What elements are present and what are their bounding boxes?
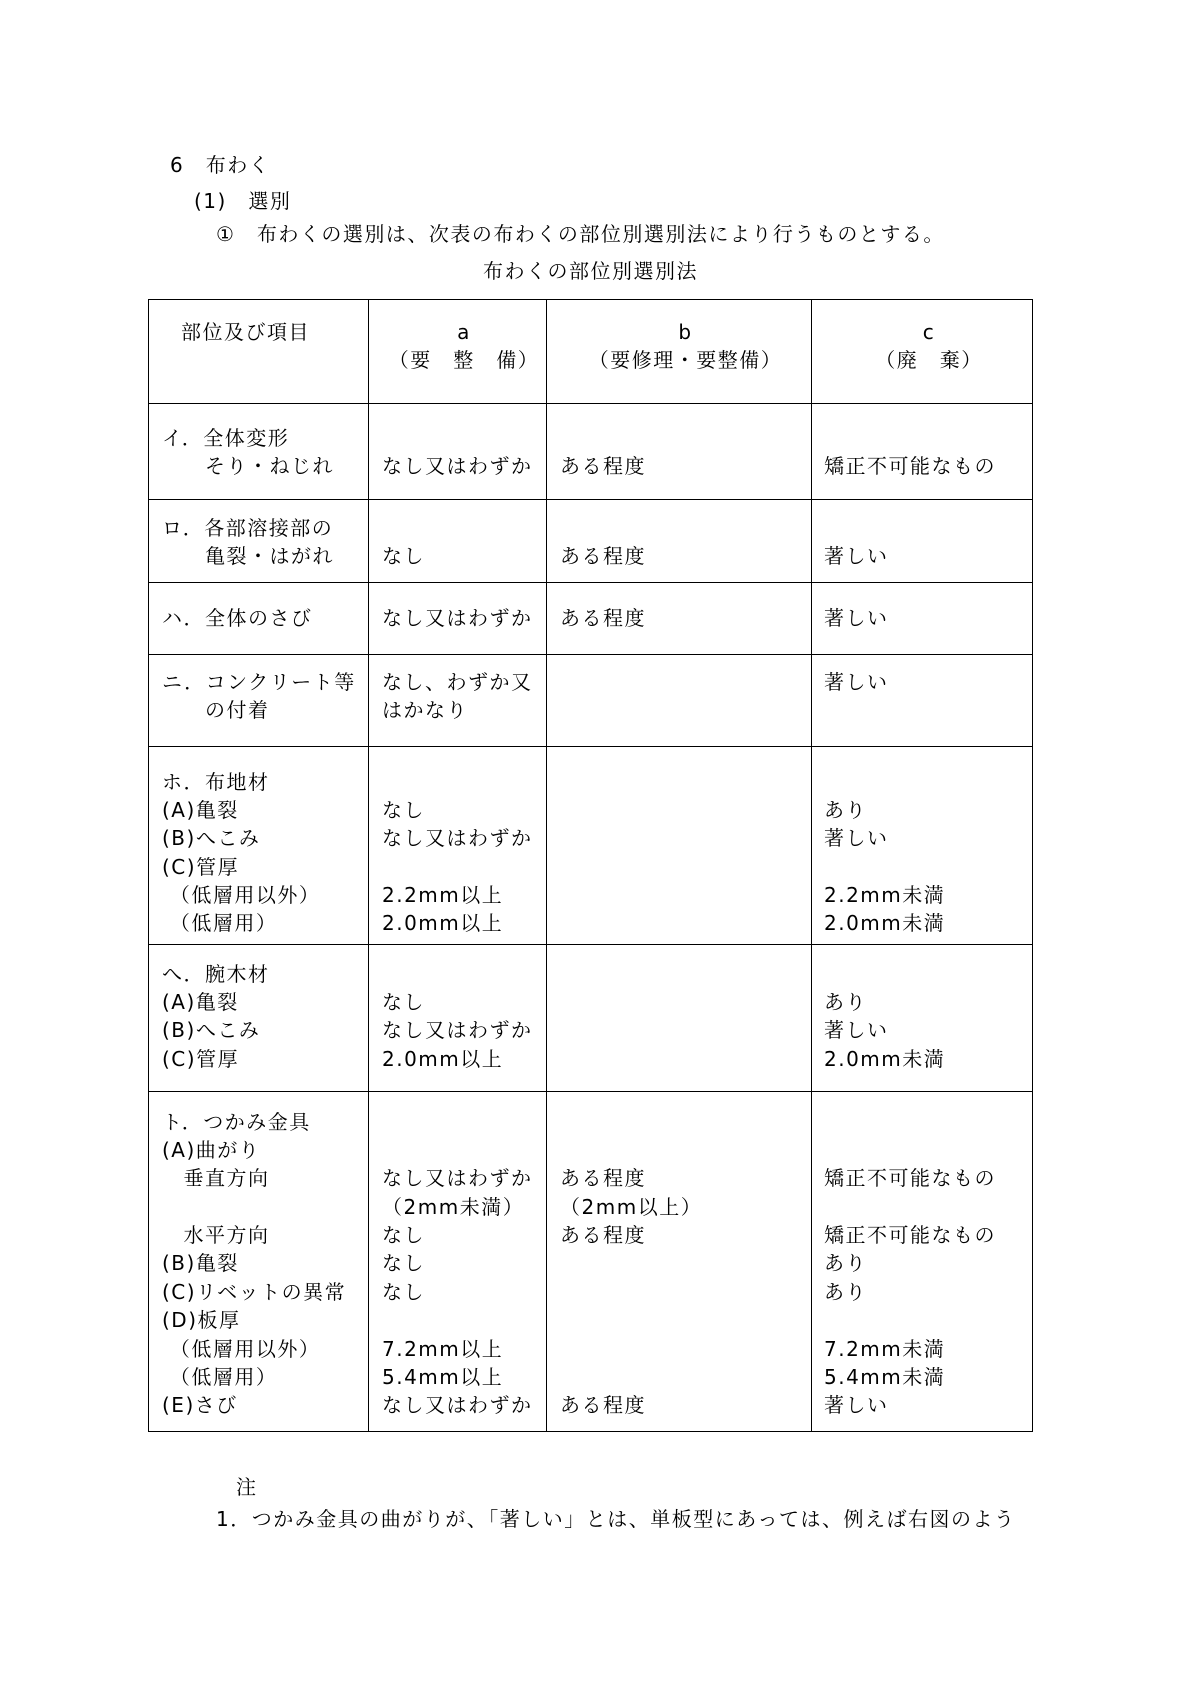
table-cell: [149, 583, 369, 654]
cell-line: [824, 424, 1034, 452]
cell-line: あり: [824, 989, 867, 1014]
table-cell: [149, 747, 369, 944]
cell-line: [382, 853, 546, 881]
cell-line: なし: [382, 989, 425, 1014]
cell-line: [382, 1306, 546, 1334]
note-heading: 注: [236, 1475, 258, 1499]
cell-line: ニ．コンクリート等: [162, 669, 356, 694]
cell-line: [824, 853, 1034, 881]
cell-line: なし又はわずか: [382, 1166, 533, 1191]
table-cell: [149, 404, 369, 499]
cell-line: （要修理・要整備）: [588, 347, 783, 372]
table-row: [149, 500, 1032, 583]
cell-line: イ．全体変形: [162, 425, 290, 450]
table-cell: [149, 945, 369, 1091]
cell-line: (A)曲がり: [162, 1137, 261, 1162]
cell-line: 著しい: [824, 669, 889, 694]
subsection-heading: (1) 選別: [194, 189, 292, 213]
cell-line: [382, 1108, 546, 1136]
table-row: [149, 404, 1032, 500]
cell-line: 7.2mm未満: [824, 1336, 946, 1361]
intro-paragraph: ① 布わくの選別は、次表の布わくの部位別選別法により行うものとする。: [216, 222, 945, 246]
cell-line: なし又はわずか: [382, 453, 533, 478]
cell-line: [824, 1306, 1034, 1334]
cell-line: b: [678, 319, 693, 344]
table-row: [149, 655, 1032, 747]
cell-line: ある程度: [560, 453, 646, 478]
table-row: [149, 747, 1032, 945]
table-cell: [369, 945, 547, 1091]
cell-line: なし: [382, 1279, 425, 1304]
table-cell: [812, 404, 1034, 499]
table-cell: [812, 655, 1034, 746]
table-cell: [149, 655, 369, 746]
cell-line: [824, 768, 1034, 796]
cell-line: (D)板厚: [162, 1308, 241, 1333]
cell-line: [560, 1249, 811, 1277]
table-cell: [369, 655, 547, 746]
table-cell: [547, 583, 812, 654]
cell-line: なし: [382, 797, 425, 822]
cell-line: （低層用）: [162, 1365, 278, 1390]
table-cell: [149, 1092, 369, 1432]
table-cell: [812, 945, 1034, 1091]
cell-line: (B)亀裂: [162, 1251, 239, 1276]
cell-line: 著しい: [824, 1018, 889, 1043]
table-cell: [547, 500, 812, 582]
section-heading: 6 布わく: [170, 153, 271, 177]
cell-line: [824, 1193, 1034, 1221]
cell-line: 矯正不可能なもの: [824, 453, 996, 478]
cell-line: [824, 960, 1034, 988]
table-row: [149, 583, 1032, 655]
cell-line: 2.0mm以上: [382, 911, 504, 936]
table-cell: [812, 1092, 1034, 1432]
cell-line: 亀裂・はがれ: [162, 543, 334, 568]
cell-line: （低層用以外）: [162, 883, 321, 908]
cell-line: (C)管厚: [162, 854, 240, 879]
table-cell: [369, 747, 547, 944]
cell-line: ハ．全体のさび: [162, 605, 313, 630]
cell-line: なし又はわずか: [382, 1393, 533, 1418]
cell-line: 著しい: [824, 1393, 889, 1418]
cell-line: なし: [382, 543, 425, 568]
header-cell: [812, 299, 1034, 403]
cell-line: [824, 1136, 1034, 1164]
table-row: [149, 1092, 1032, 1432]
cell-line: （低層用以外）: [162, 1336, 321, 1361]
cell-line: [382, 768, 546, 796]
cell-line: (B)へこみ: [162, 826, 261, 851]
cell-line: 5.4mm未満: [824, 1365, 946, 1390]
cell-line: 矯正不可能なもの: [824, 1223, 996, 1248]
cell-line: a: [457, 319, 471, 344]
cell-line: なし: [382, 1251, 425, 1276]
cell-line: 2.2mm以上: [382, 883, 504, 908]
cell-line: （低層用）: [162, 911, 278, 936]
cell-line: [162, 1193, 368, 1221]
cell-line: の付着: [162, 697, 270, 722]
cell-line: 著しい: [824, 826, 889, 851]
cell-line: [382, 424, 546, 452]
cell-line: (A)亀裂: [162, 797, 239, 822]
cell-line: ある程度: [560, 605, 646, 630]
cell-line: へ．腕木材: [162, 961, 270, 986]
cell-line: (A)亀裂: [162, 989, 239, 1014]
cell-line: (B)へこみ: [162, 1018, 261, 1043]
cell-line: あり: [824, 1279, 867, 1304]
cell-line: あり: [824, 1251, 867, 1276]
cell-line: 7.2mm以上: [382, 1336, 504, 1361]
table-cell: [547, 655, 812, 746]
cell-line: ホ．布地材: [162, 769, 270, 794]
table-cell: [547, 747, 812, 944]
table-cell: [547, 1092, 812, 1432]
table-cell: [369, 583, 547, 654]
cell-line: ある程度: [560, 543, 646, 568]
cell-line: [382, 1136, 546, 1164]
cell-line: [560, 424, 811, 452]
cell-line: なし又はわずか: [382, 826, 533, 851]
cell-line: 水平方向: [162, 1223, 270, 1248]
header-cell: [149, 299, 369, 403]
cell-line: [824, 1108, 1034, 1136]
table-cell: [149, 500, 369, 582]
cell-line: (E)さび: [162, 1393, 238, 1418]
cell-line: ある程度: [560, 1223, 646, 1248]
cell-line: ある程度: [560, 1393, 646, 1418]
cell-line: （要 整 備）: [388, 347, 540, 372]
header-cell: [547, 299, 812, 403]
cell-line: [382, 960, 546, 988]
cell-line: 著しい: [824, 605, 889, 630]
cell-line: [560, 1108, 811, 1136]
table-cell: [369, 404, 547, 499]
table-header-row: [149, 299, 1032, 404]
table-cell: [812, 583, 1034, 654]
header-cell: [369, 299, 547, 403]
note-item-1: 1．つかみ金具の曲がりが、「著しい」とは、単板型にあっては、例えば右図のよう: [216, 1507, 1016, 1531]
cell-line: (C)管厚: [162, 1046, 240, 1071]
cell-line: はかなり: [382, 697, 468, 722]
cell-line: ある程度: [560, 1166, 646, 1191]
cell-line: 2.0mm未満: [824, 911, 946, 936]
cell-line: 2.0mm未満: [824, 1046, 946, 1071]
cell-line: （2mm以上）: [560, 1194, 703, 1219]
table-caption: 布わくの部位別選別法: [483, 259, 698, 283]
cell-line: [560, 1363, 811, 1391]
cell-line: [560, 1136, 811, 1164]
cell-line: なし、わずか又: [382, 669, 533, 694]
cell-line: (C)リベットの異常: [162, 1279, 347, 1304]
cell-line: [560, 1335, 811, 1363]
cell-line: [382, 514, 546, 542]
cell-line: なし又はわずか: [382, 605, 533, 630]
cell-line: そり・ねじれ: [162, 453, 334, 478]
selection-table: [148, 299, 1033, 1432]
cell-line: （2mm未満）: [382, 1194, 525, 1219]
cell-line: 5.4mm以上: [382, 1365, 504, 1390]
cell-line: あり: [824, 797, 867, 822]
cell-line: 矯正不可能なもの: [824, 1166, 996, 1191]
cell-line: 2.0mm以上: [382, 1046, 504, 1071]
cell-line: （廃 棄）: [875, 347, 983, 372]
cell-line: 著しい: [824, 543, 889, 568]
cell-line: 部位及び項目: [181, 319, 310, 344]
cell-line: ロ．各部溶接部の: [162, 515, 334, 540]
cell-line: [560, 1278, 811, 1306]
table-cell: [547, 404, 812, 499]
table-cell: [812, 747, 1034, 944]
table-row: [149, 945, 1032, 1092]
table-cell: [547, 945, 812, 1091]
table-cell: [812, 500, 1034, 582]
cell-line: なし: [382, 1223, 425, 1248]
cell-line: なし又はわずか: [382, 1018, 533, 1043]
cell-line: c: [922, 319, 936, 344]
table-cell: [369, 1092, 547, 1432]
cell-line: 2.2mm未満: [824, 883, 946, 908]
cell-line: ト．つかみ金具: [162, 1109, 311, 1134]
cell-line: [560, 514, 811, 542]
table-cell: [369, 500, 547, 582]
cell-line: 垂直方向: [162, 1166, 270, 1191]
cell-line: [560, 1306, 811, 1334]
cell-line: [824, 514, 1034, 542]
